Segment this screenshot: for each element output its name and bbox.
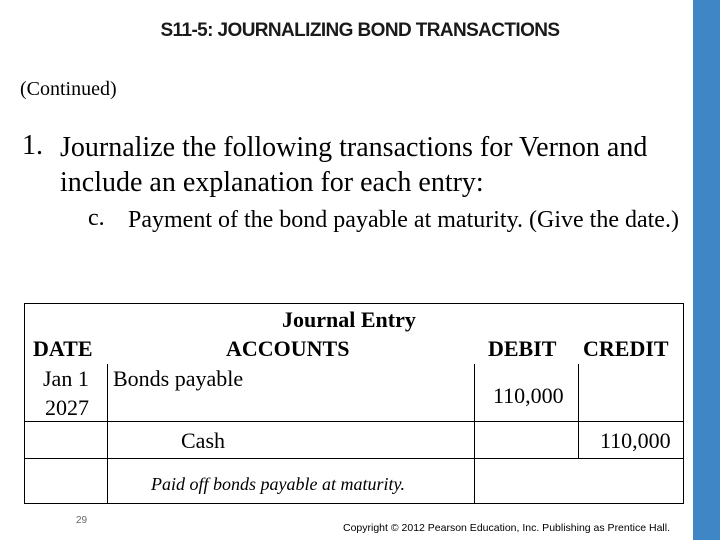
- row2-credit: 110,000: [600, 428, 671, 453]
- table-bottom-border: [24, 503, 684, 504]
- copyright-notice: Copyright © 2012 Pearson Education, Inc. Publishing as Prentice Hall.: [343, 522, 671, 534]
- row1-date-month-day: Jan 1: [43, 366, 89, 391]
- row1-account: Bonds payable: [113, 366, 244, 391]
- date-column-divider: [107, 364, 108, 503]
- row1-debit: 110,000: [493, 383, 564, 408]
- question-text: Journalize the following transactions for Vernon and include an explanation for each entry:: [60, 132, 648, 198]
- continued-label: (Continued): [20, 78, 117, 100]
- slide-title: S11-5: JOURNALIZING BOND TRANSACTIONS: [160, 20, 560, 41]
- table-left-border: [24, 303, 25, 504]
- header-credit: CREDIT: [583, 336, 669, 361]
- sub-question-letter: c.: [88, 205, 105, 231]
- row-divider-2: [24, 458, 684, 459]
- row2-account: Cash: [181, 428, 225, 453]
- sub-question-text: Payment of the bond payable at maturity. (Give the date.): [128, 207, 679, 233]
- entry-explanation: Paid off bonds payable at maturity.: [151, 474, 405, 494]
- journal-title: Journal Entry: [282, 307, 416, 332]
- page-number: 29: [76, 515, 88, 526]
- header-accounts: ACCOUNTS: [226, 336, 350, 361]
- debit-column-divider: [578, 364, 579, 458]
- header-date: DATE: [33, 336, 93, 361]
- question-number: 1.: [22, 130, 43, 161]
- table-top-border: [24, 303, 684, 304]
- header-debit: DEBIT: [488, 336, 557, 361]
- row-divider-1: [24, 421, 684, 422]
- accent-sidebar: [693, 0, 720, 540]
- row1-date-year: 2027: [45, 395, 89, 420]
- accounts-column-divider: [474, 364, 475, 503]
- table-right-border: [683, 303, 684, 504]
